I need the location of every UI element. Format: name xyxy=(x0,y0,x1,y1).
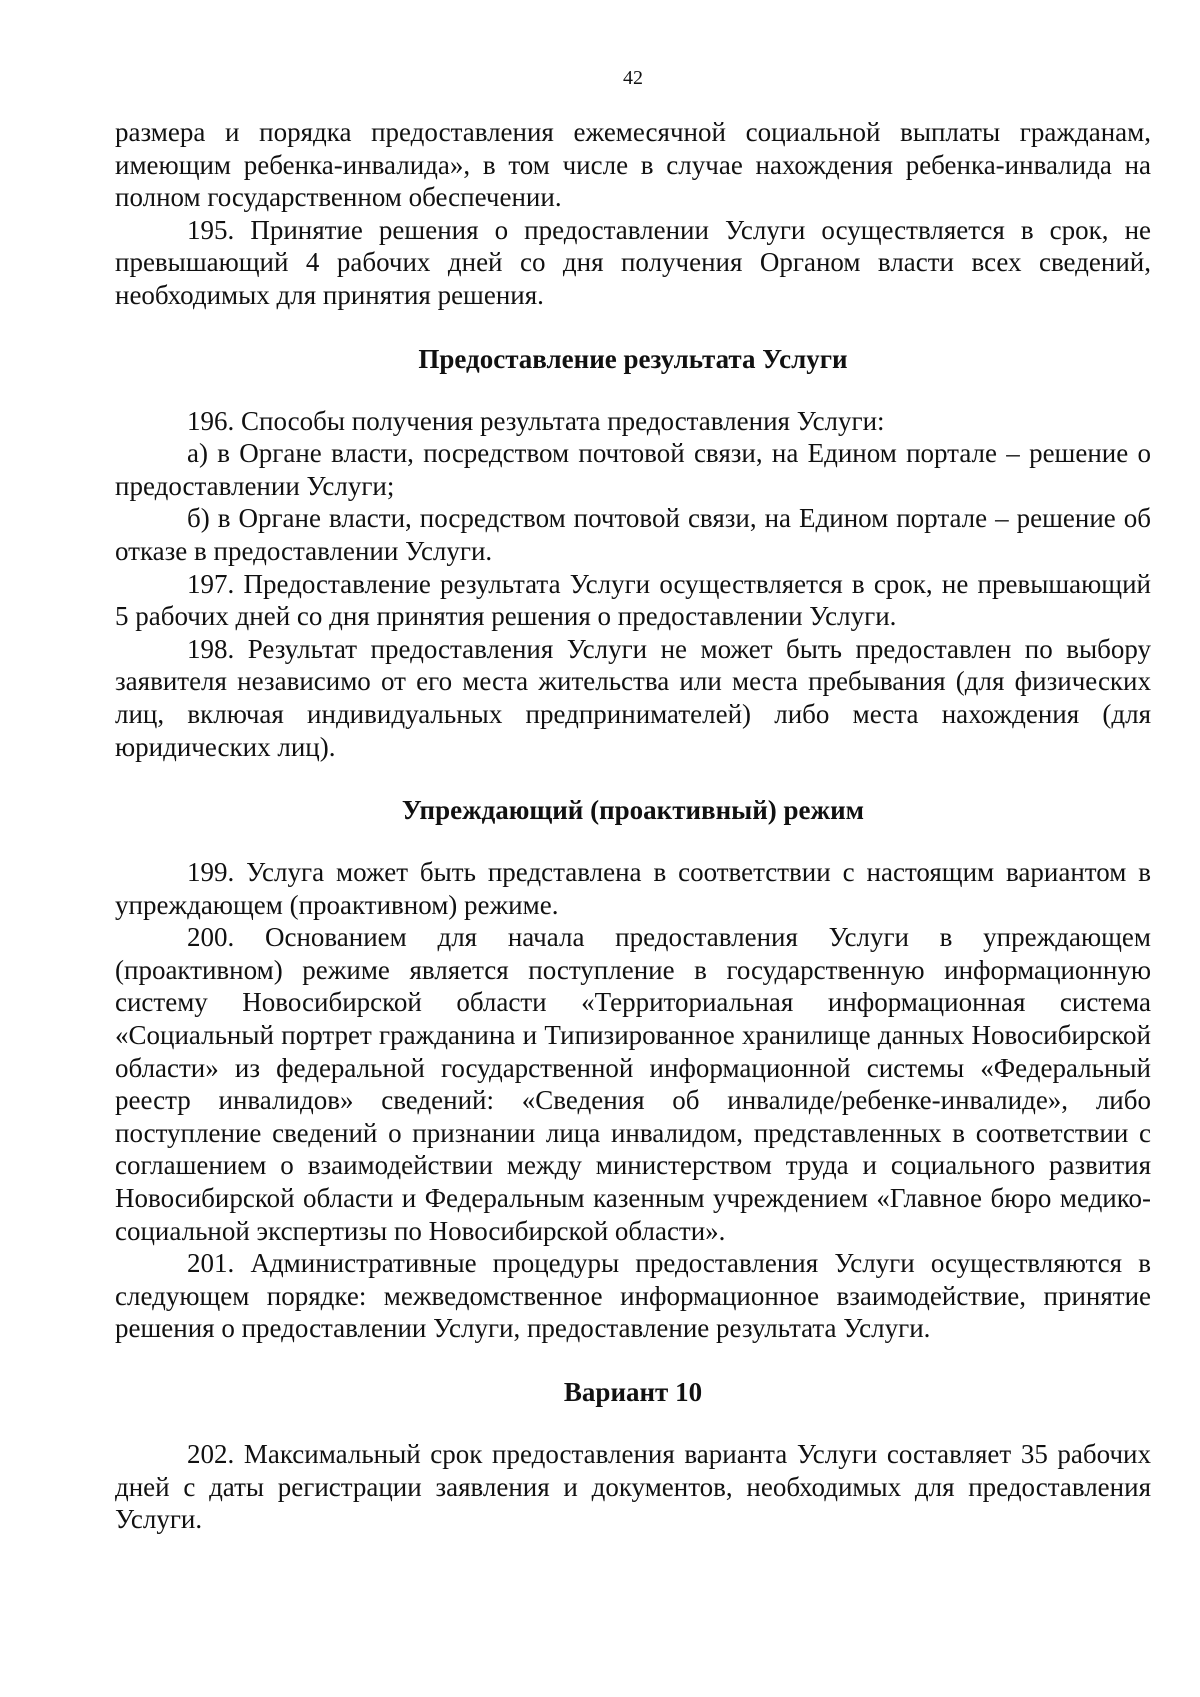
paragraph-202: 202. Максимальный срок предоставления варианта Услуги составляет 35 рабочих дней с даты регистрации заявления и документов, необходимых для предоставления Услуги. xyxy=(115,1439,1151,1535)
section-heading-variant-10: Вариант 10 xyxy=(563,1377,703,1407)
paragraph-194-continued: размера и порядка предоставления ежемесячной социальной выплаты гражданам, имеющим ребенка-инвалида», в том числе в случае нахождения ребенка-инвалида на полном государственном обеспечении. xyxy=(115,117,1151,213)
paragraph-197: 197. Предоставление результата Услуги осуществляется в срок, не превышающий 5 рабочих дней со дня принятия решения о предоставлении Услуги. xyxy=(115,568,1151,632)
paragraph-195: 195. Принятие решения о предоставлении Услуги осуществляется в срок, не превышающий 4 рабочих дней со дня получения Органом власти всех сведений, необходимых для принятия решения. xyxy=(115,214,1151,310)
page-number: 42 xyxy=(623,67,643,89)
section-heading-result: Предоставление результата Услуги xyxy=(418,343,848,374)
paragraph-200: 200. Основанием для начала предоставления Услуги в упреждающем (проактивном) режиме является поступление в государственную информационную систему Новосибирской области «Территориальная информационная система «Социальный портрет гражданина и Типизированное хранилище данных Новосибирской области» из федеральной государственной информационной системы «Федеральный реестр инвалидов» сведений: «Сведения об инвалиде/ребенке-инвалиде», либо поступление сведений о признании лица инвалидом, представленных в соответствии с соглашением о взаимодействии между министерством труда и социального развития Новосибирской области и Федеральным казенным учреждением «Главное бюро медико-социальной экспертизы по Новосибирской области». xyxy=(115,922,1151,1246)
paragraph-196: 196. Способы получения результата предоставления Услуги: xyxy=(187,405,885,436)
paragraph-199: 199. Услуга может быть представлена в соответствии с настоящим вариантом в упреждающем (проактивном) режиме. xyxy=(115,857,1151,920)
paragraph-198: 198. Результат предоставления Услуги не может быть предоставлен по выбору заявителя независимо от его места жительства или места пребывания (для физических лиц, включая индивидуальных предпринимателей) либо места нахождения (для юридических лиц). xyxy=(115,633,1151,762)
paragraph-196-a: а) в Органе власти, посредством почтовой связи, на Едином портале – решение о предоставлении Услуги; xyxy=(115,438,1151,501)
document-page xyxy=(115,60,1151,1536)
paragraph-196-b: б) в Органе власти, посредством почтовой связи, на Едином портале – решение об отказе в предоставлении Услуги. xyxy=(115,503,1151,566)
paragraph-201: 201. Административные процедуры предоставления Услуги осуществляются в следующем порядке: межведомственное информационное взаимодействие, принятие решения о предоставлении Услуги, предоставление результата Услуги. xyxy=(115,1248,1151,1344)
section-heading-proactive: Упреждающий (проактивный) режим xyxy=(401,795,865,826)
